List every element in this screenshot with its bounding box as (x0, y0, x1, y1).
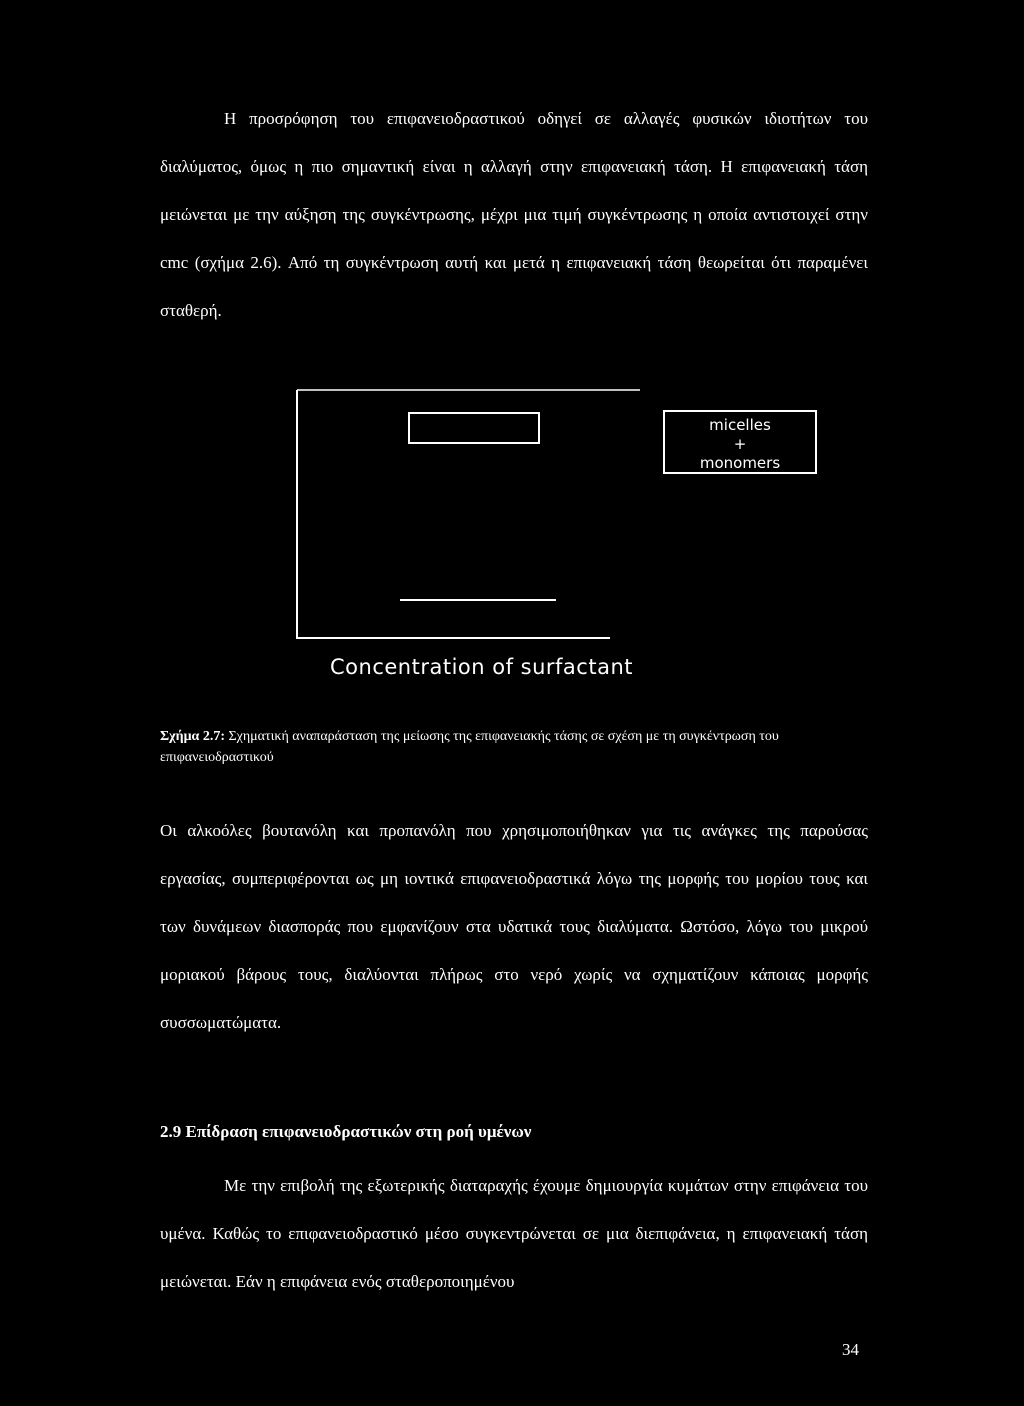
figure-2-7 (290, 385, 830, 685)
section-heading: 2.9 Επίδραση επιφανειοδραστικών στη ροή υμένων (160, 1122, 532, 1141)
x-axis-label: Concentration of surfactant (330, 655, 633, 679)
legend-plus: + (733, 435, 747, 453)
paragraph-alcohols: Οι αλκοόλες βουτανόλη και προπανόλη που χρησιμοποιήθηκαν για τις ανάγκες της παρούσας εργασίας, συμπεριφέρονται ως μη ιοντικά επιφανειοδραστικά λόγω της μορφής του μορίου τους και των δυνάμεων διασποράς που εμφανίζουν στα υδατικά τους διαλύματα. Ωστόσο, λόγω του μικρού μοριακού βάρους τους, διαλύονται πλήρως στο νερό χωρίς να σχηματίζουν κάποιας μορφής συσσωματώματα. (160, 821, 868, 1032)
caption-label: Σχήμα 2.7: (160, 729, 225, 744)
legend-box (663, 410, 817, 474)
caption-text: Σχηματική αναπαράσταση της μείωσης της επιφανειακής τάσης σε σχέση με τη συγκέντρωση του επιφανειοδραστικού (160, 729, 779, 765)
paragraph-surface-tension: Η προσρόφηση του επιφανειοδραστικού οδηγεί σε αλλαγές φυσικών ιδιοτήτων του διαλύματος, όμως η πιο σημαντική είναι η αλλαγή στην επιφανειακή τάση. Η επιφανειακή τάση μειώνεται με την αύξηση της συγκέντρωσης, μέχρι μια τιμή συγκέντρωσης η οποία αντιστοιχεί στην cmc (σχήμα 2.6). Από τη συγκέντρωση αυτή και μετά η επιφανειακή τάση θεωρείται ότι παραμένει σταθερή. (160, 109, 868, 320)
legend-monomers: monomers (699, 454, 781, 472)
legend-micelles: micelles (709, 416, 771, 434)
paragraph-film-flow: Με την επιβολή της εξωτερικής διαταραχής έχουμε δημιουργία κυμάτων στην επιφάνεια του υμένα. Καθώς το επιφανειοδραστικό μέσο συγκεντρώνεται σε μια διεπιφάνεια, η επιφανειακή τάση μειώνεται. Εάν η επιφάνεια ενός σταθεροποιημένου (160, 1176, 868, 1291)
page-number: 34 (842, 1340, 859, 1359)
figure-caption (160, 726, 868, 768)
legend-empty-box (408, 412, 540, 444)
